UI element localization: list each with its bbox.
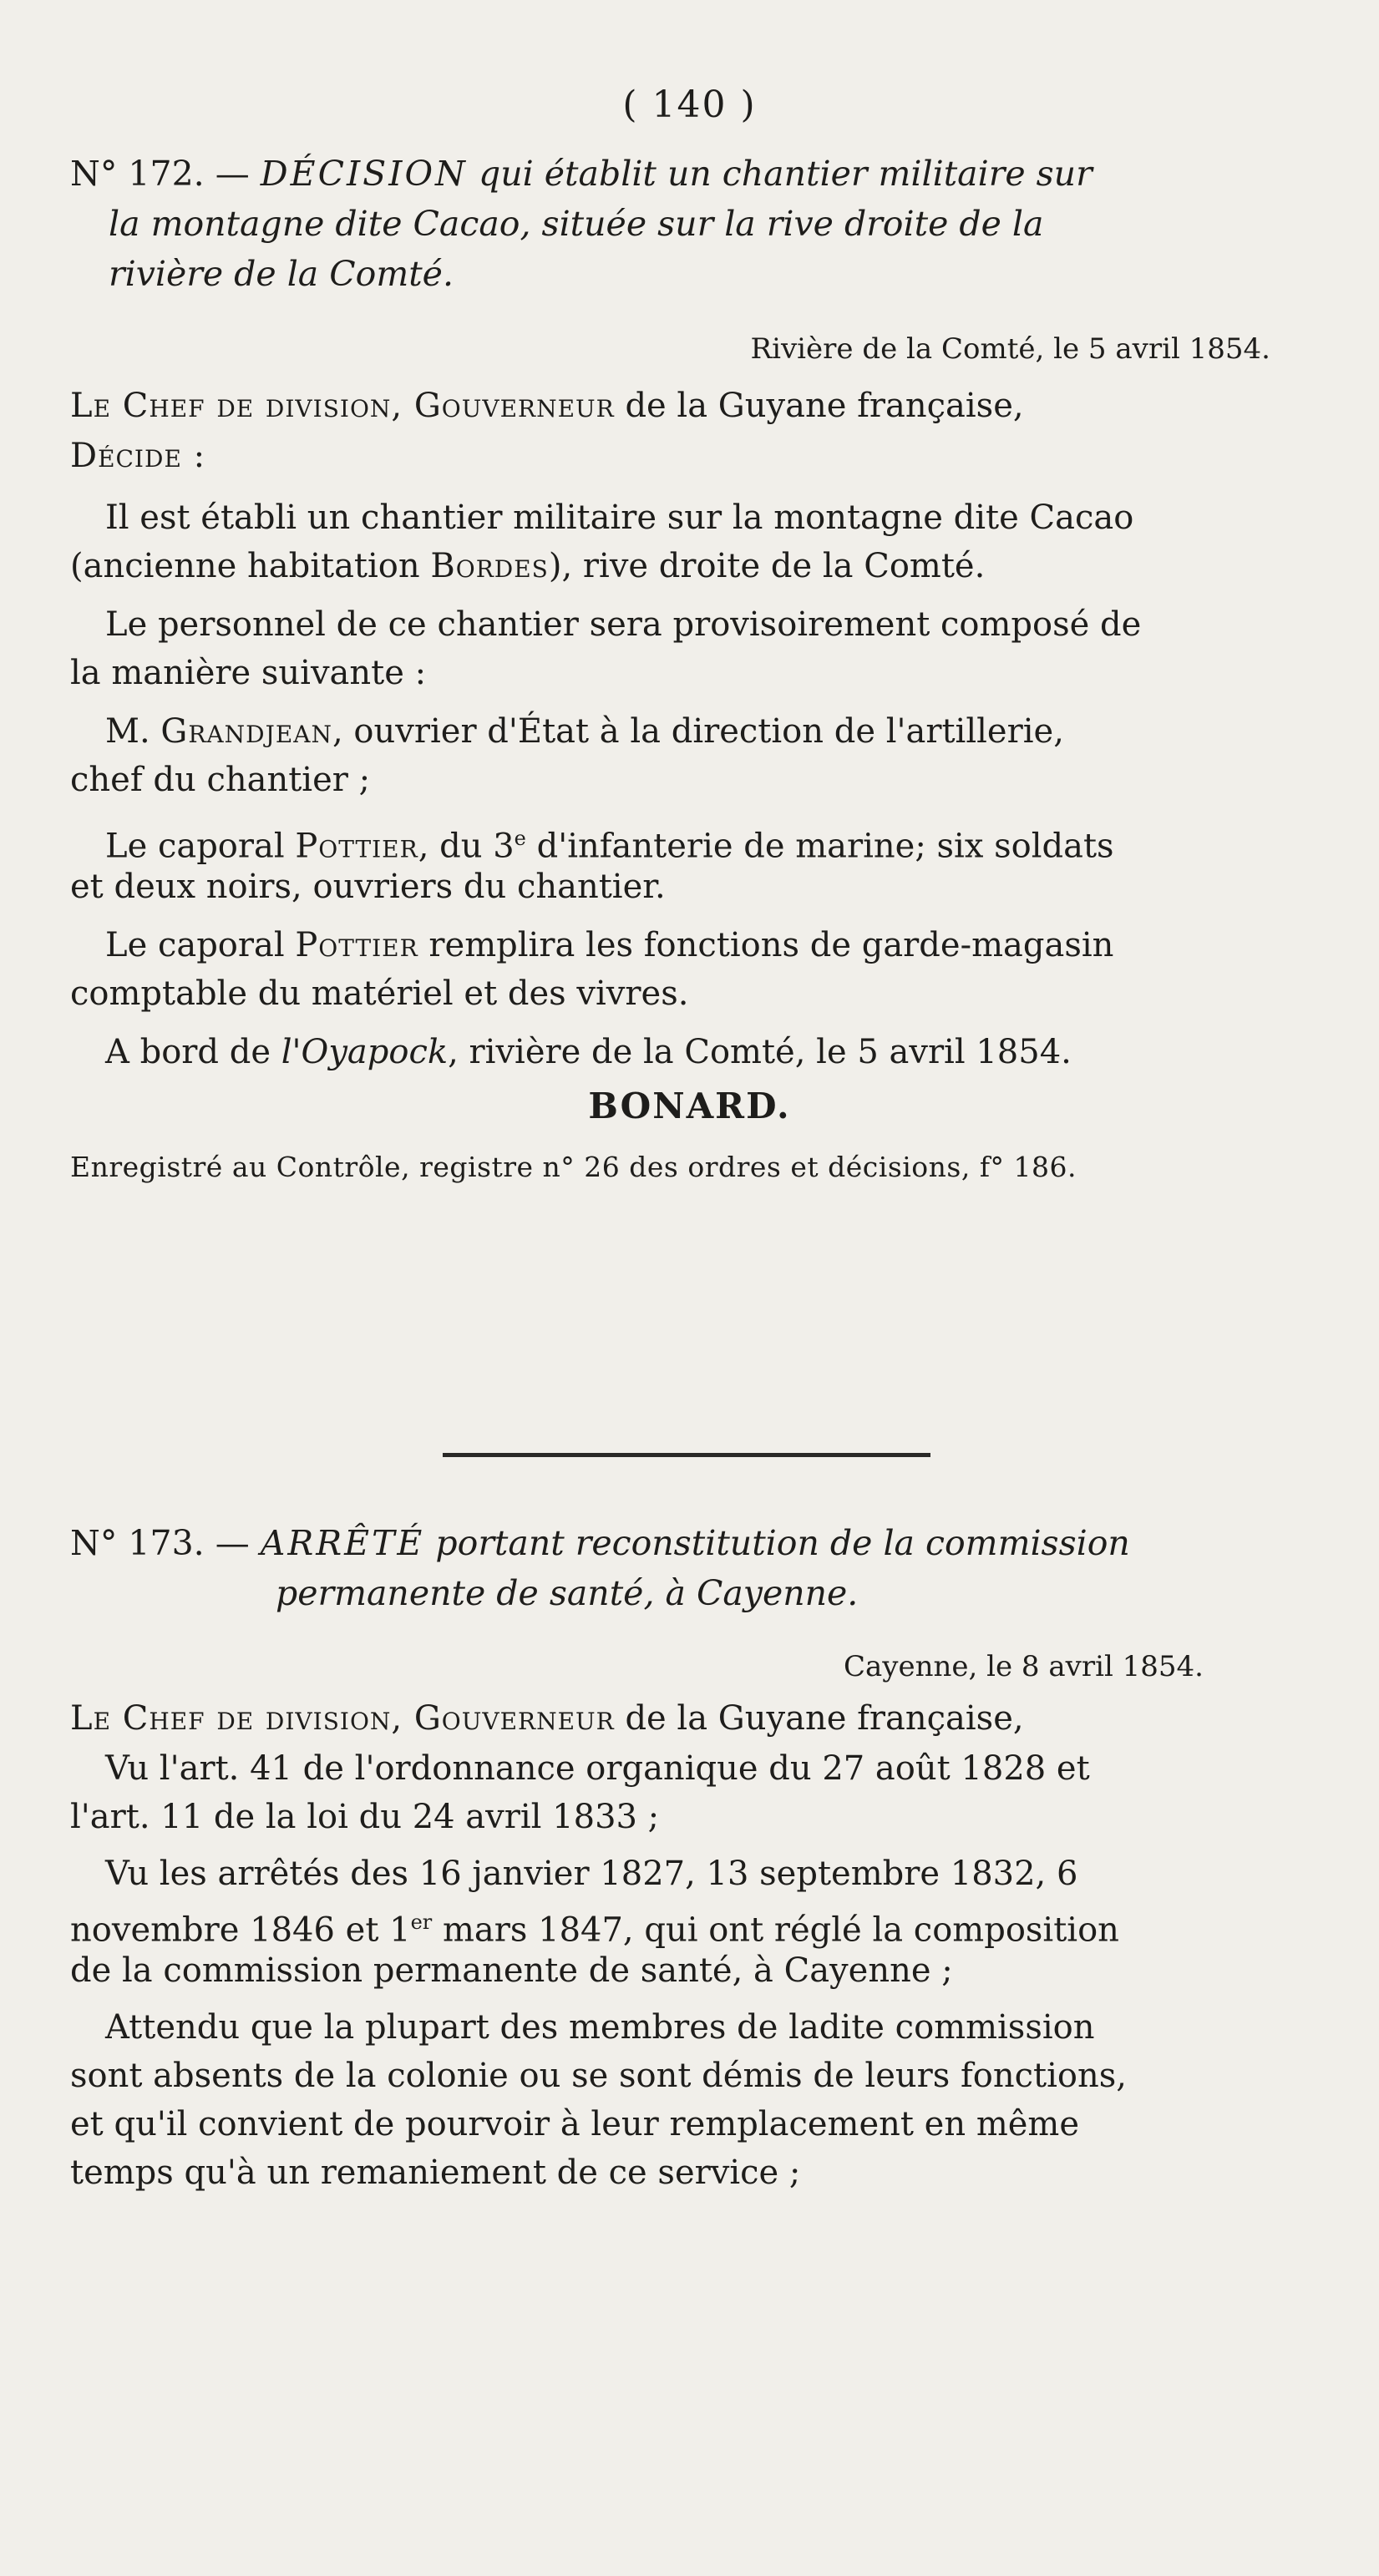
- text-span: Le caporal: [105, 926, 285, 964]
- section-172-heading-line-3: rivière de la Comté.: [109, 254, 454, 294]
- person-name: Grandjean: [160, 712, 332, 751]
- section-173-attendu-line-2: sont absents de la colonie ou se sont démis de leurs fonctions,: [70, 2057, 1127, 2095]
- section-173-vu-1-line-1: Vu l'art. 41 de l'ordonnance organique du 27 août 1828 et: [105, 1749, 1090, 1788]
- section-173-dash: —: [215, 1523, 250, 1563]
- section-173-number: N° 173.: [70, 1523, 205, 1563]
- section-172-number: N° 172.: [70, 154, 205, 194]
- section-172-para-5-line-2: comptable du matériel et des vivres.: [70, 974, 689, 1013]
- text-span: M.: [105, 712, 150, 751]
- section-173-attendu-line-1: Attendu que la plupart des membres de ladite commission: [105, 2008, 1095, 2047]
- section-173-title-word: ARRÊTÉ: [260, 1523, 425, 1563]
- section-173-vu-2-line-3: de la commission permanente de santé, à Cayenne ;: [70, 1951, 953, 1990]
- superscript: er: [410, 1910, 433, 1934]
- signature: BONARD.: [588, 1086, 791, 1126]
- person-name: Bordes: [430, 547, 549, 585]
- section-172-para-1-line-2: [70, 543, 985, 590]
- section-172-authority: [70, 382, 1024, 429]
- ship-name: l'Oyapock: [281, 1033, 449, 1071]
- registration-note: Enregistré au Contrôle, registre n° 26 des ordres et décisions, f° 186.: [70, 1151, 1077, 1183]
- text-span: , ouvrier d'État à la direction de l'artillerie,: [332, 712, 1064, 751]
- section-172-place-date: Rivière de la Comté, le 5 avril 1854.: [750, 332, 1270, 366]
- section-172-para-3-line-1: [105, 708, 1064, 755]
- section-172-decides: Décide :: [70, 437, 206, 475]
- section-173-place-date: Cayenne, le 8 avril 1854.: [843, 1650, 1204, 1683]
- section-172-authority-rest: de la Guyane française,: [625, 387, 1024, 425]
- section-173-authority-title: Le Chef de division, Gouverneur: [70, 1699, 615, 1738]
- person-name: Pottier: [295, 827, 418, 866]
- section-172-para-6: [105, 1029, 1072, 1075]
- text-span: (ancienne habitation: [70, 547, 420, 585]
- section-172-para-2-line-1: Le personnel de ce chantier sera provisoirement composé de: [105, 605, 1142, 644]
- text-span: mars 1847, qui ont réglé la composition: [442, 1910, 1119, 1950]
- text-span: novembre 1846 et 1: [70, 1910, 411, 1950]
- section-173-vu-1-line-2: l'art. 11 de la loi du 24 avril 1833 ;: [70, 1798, 660, 1836]
- text-span: remplira les fonctions de garde-magasin: [428, 926, 1114, 964]
- section-173-heading-line-1: [70, 1520, 1130, 1566]
- text-span: , rivière de la Comté, le 5 avril 1854.: [448, 1033, 1072, 1071]
- section-172-para-4-line-1: [105, 815, 1114, 869]
- section-173-title-rest: portant reconstitution de la commission: [435, 1523, 1130, 1563]
- page-number: ( 140 ): [622, 84, 757, 126]
- text-span: ), rive droite de la Comté.: [548, 547, 986, 585]
- section-173-authority: [70, 1695, 1024, 1742]
- section-172-para-4-line-2: et deux noirs, ouvriers du chantier.: [70, 868, 666, 906]
- section-173-vu-2-line-1: Vu les arrêtés des 16 janvier 1827, 13 septembre 1832, 6: [105, 1855, 1078, 1893]
- section-173-attendu-line-4: temps qu'à un remaniement de ce service ;: [70, 2153, 801, 2192]
- text-span: Le caporal: [105, 827, 285, 866]
- section-172-authority-title: Le Chef de division, Gouverneur: [70, 387, 615, 425]
- section-173-vu-2-line-2: [70, 1899, 1119, 1953]
- section-172-para-5-line-1: [105, 922, 1113, 969]
- section-172-para-1-line-1: Il est établi un chantier militaire sur la montagne dite Cacao: [105, 498, 1134, 537]
- section-172-title-rest: qui établit un chantier militaire sur: [478, 154, 1093, 194]
- section-172-heading-line-2: la montagne dite Cacao, située sur la rive droite de la: [109, 204, 1044, 244]
- section-173-attendu-line-3: et qu'il convient de pourvoir à leur remplacement en même: [70, 2105, 1080, 2143]
- section-divider: [443, 1453, 930, 1457]
- text-span: A bord de: [105, 1033, 271, 1071]
- section-172-title-word: DÉCISION: [260, 154, 468, 194]
- section-173-authority-rest: de la Guyane française,: [625, 1699, 1024, 1738]
- section-172-para-3-line-2: chef du chantier ;: [70, 761, 371, 799]
- section-172-heading-line-1: [70, 150, 1093, 197]
- superscript: e: [514, 827, 526, 850]
- text-span: , du 3: [418, 827, 515, 866]
- section-172-dash: —: [215, 154, 250, 194]
- section-172-para-2-line-2: la manière suivante :: [70, 654, 427, 692]
- text-span: d'infanterie de marine; six soldats: [536, 827, 1114, 866]
- person-name: Pottier: [295, 926, 418, 964]
- section-173-heading-line-2: permanente de santé, à Cayenne.: [276, 1573, 859, 1613]
